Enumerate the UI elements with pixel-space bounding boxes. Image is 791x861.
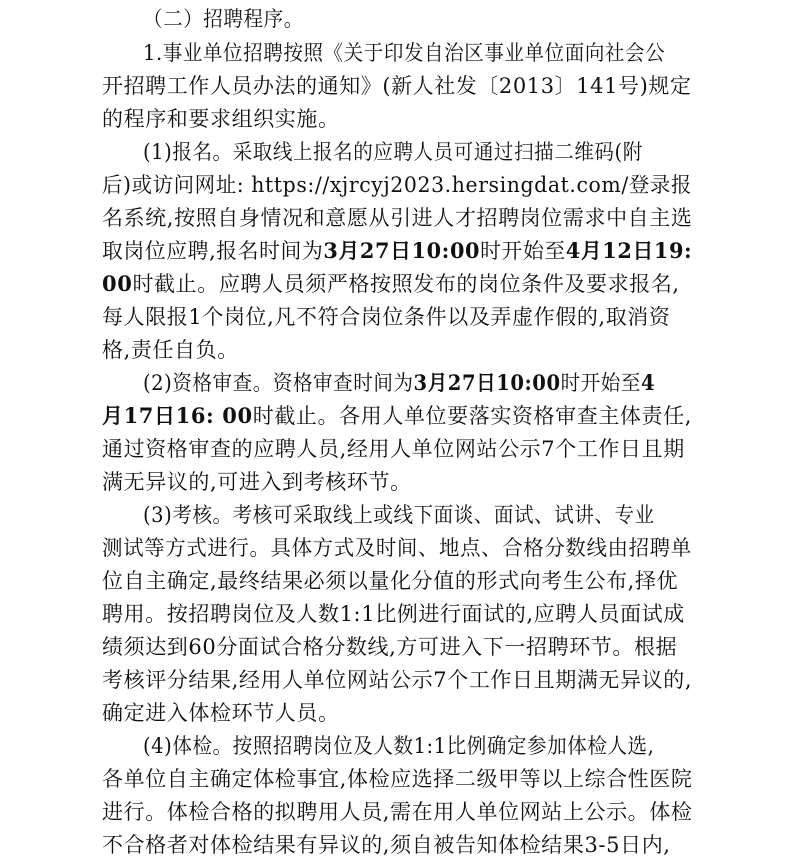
review-end-time: 月17日16: 00 <box>102 403 253 428</box>
medical-line: (4)体检。按照招聘岗位及人数1:1比例确定参加体检人选, <box>143 734 655 758</box>
signup-text: 时开始至 <box>480 239 566 263</box>
assessment-line: 绩须达到60分面试合格分数线,方可进入下一招聘环节。根据 <box>102 635 678 659</box>
section-heading: （二）招聘程序。 <box>143 7 304 31</box>
review-line: 通过资格审查的应聘人员,经用人单位网站公示7个工作日且期 <box>102 437 685 461</box>
signup-line: 后)或访问网址: https://xjrcyj2023.hersingdat.com/登录报 <box>102 173 692 197</box>
signup-end-time: 00 <box>102 271 133 296</box>
signup-line <box>102 236 693 266</box>
signup-line: 名系统,按照自身情况和意愿从引进人才招聘岗位需求中自主选 <box>102 206 693 230</box>
review-end-time: 4 <box>641 370 656 395</box>
signup-line: (1)报名。采取线上报名的应聘人员可通过扫描二维码(附 <box>143 140 643 164</box>
review-line <box>102 401 692 431</box>
signup-text: 时截止。应聘人员须严格按照发布的岗位条件及要求报名, <box>132 272 680 296</box>
review-line: 满无异议的,可进入到考核环节。 <box>102 470 412 494</box>
signup-end-time: 4月12日19: <box>565 238 693 263</box>
medical-line: 不合格者对体检结果有异议的,须自被告知体检结果3-5日内, <box>102 833 671 857</box>
assessment-line: 测试等方式进行。具体方式及时间、地点、合格分数线由招聘单 <box>102 536 692 560</box>
review-line <box>143 368 692 398</box>
medical-line: 进行。体检合格的拟聘用人员,需在用人单位网站上公示。体检 <box>102 800 693 824</box>
para1-line: 开招聘工作人员办法的通知》(新人社发〔2013〕141号)规定 <box>102 74 692 98</box>
review-text: 时截止。各用人单位要落实资格审查主体责任, <box>252 404 693 428</box>
assessment-line: (3)考核。考核可采取线上或线下面谈、面试、试讲、专业 <box>143 503 655 527</box>
para1-line: 1.事业单位招聘按照《关于印发自治区事业单位面向社会公 <box>143 41 666 65</box>
signup-start-time: 3月27日10:00 <box>323 238 481 263</box>
signup-line: 格,责任自负。 <box>102 338 239 362</box>
review-start-time: 3月27日10:00 <box>413 370 561 395</box>
assessment-line: 位自主确定,最终结果必须以量化分值的形式向考生公布,择优 <box>102 569 679 593</box>
review-text: (2)资格审查。资格审查时间为 <box>143 371 414 395</box>
review-text: 时开始至 <box>560 371 642 395</box>
signup-line: 每人限报1个岗位,凡不符合岗位条件以及弄虚作假的,取消资 <box>102 305 671 329</box>
assessment-line: 确定进入体检环节人员。 <box>102 701 340 725</box>
medical-line: 各单位自主确定体检事宜,体检应选择二级甲等以上综合性医院 <box>102 767 693 791</box>
assessment-line: 考核评分结果,经用人单位网站公示7个工作日且期满无异议的, <box>102 668 693 692</box>
signup-text: 取岗位应聘,报名时间为 <box>102 239 324 263</box>
para1-line: 的程序和要求组织实施。 <box>102 107 340 131</box>
assessment-line: 聘用。按招聘岗位及人数1:1比例进行面试的,应聘人员面试成 <box>102 602 685 626</box>
signup-line <box>102 269 692 299</box>
